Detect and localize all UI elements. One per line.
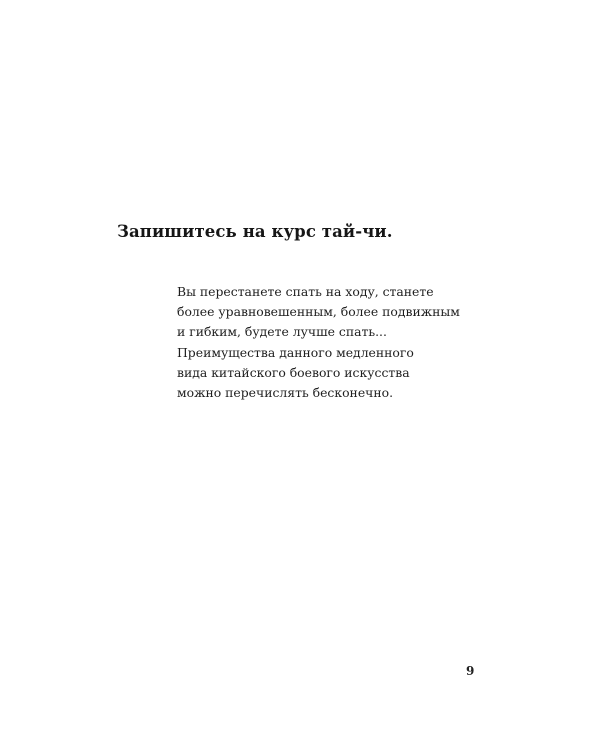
paragraph-line: и гибким, будете лучше спать... <box>177 324 387 340</box>
paragraph-line: Преимущества данного медленного <box>177 344 414 360</box>
section-heading: Запишитесь на курс тай-чи. <box>117 222 393 241</box>
body-paragraph <box>177 282 477 403</box>
paragraph-line: вида китайского боевого искусства <box>177 364 410 380</box>
paragraph-line: можно перечислять бесконечно. <box>177 385 394 401</box>
paragraph-line: более уравновешенным, более подвижным <box>177 304 460 320</box>
page-number: 9 <box>466 664 475 678</box>
paragraph-line: Вы перестанете спать на ходу, станете <box>177 284 434 299</box>
